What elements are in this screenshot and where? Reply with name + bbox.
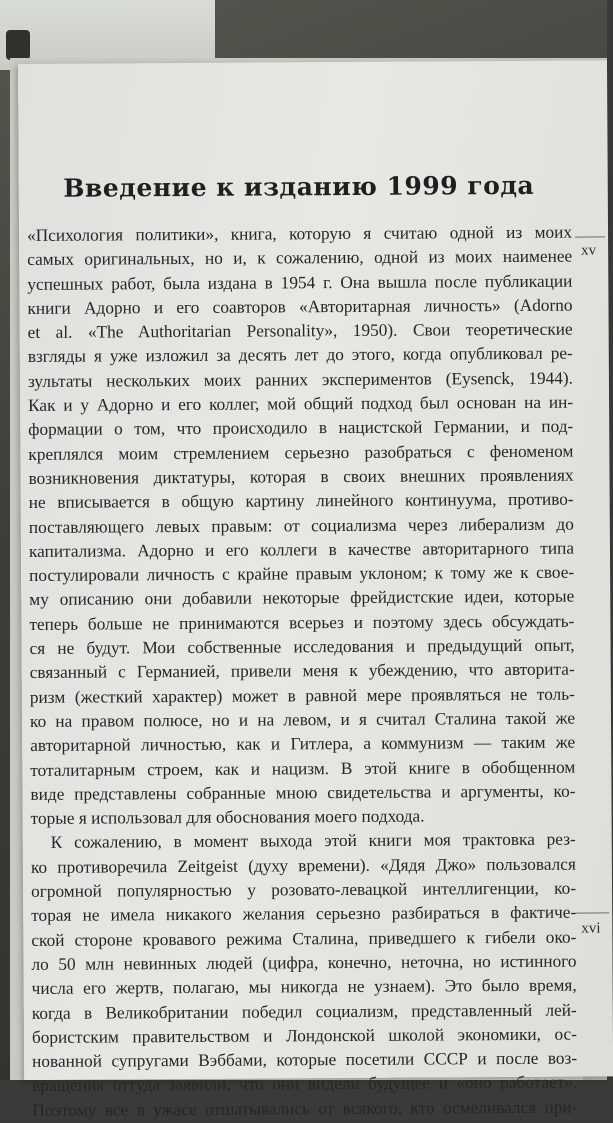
text-line: самых оригинальных, но и, к сожалению, одной из моих наименее [27, 246, 573, 270]
text-line: торые я использовал для обоснования моего подхода. [30, 806, 425, 829]
text-line: нованной супругами Вэббами, которые посетили СССР и после воз- [32, 1048, 578, 1072]
margin-rule [575, 236, 605, 237]
text-line: К сожалению, в момент выхода этой книги моя трактовка рез- [50, 830, 576, 853]
text-line: капитализма. Адорно и его коллеги в качестве авторитарного типа [28, 538, 575, 561]
text-line: ся не будут. Мои собственные исследования и предыдущий опыт, [29, 635, 575, 658]
text-line: торая не имела никакого желания серьезно разбираться в фактиче- [31, 902, 577, 926]
text-line: книги Адорно и его соавторов «Авторитарная личность» (Adorno [27, 295, 573, 318]
text-line: числа его жертв, полагаю, мы никогда не узнаем). Это было время, [31, 975, 577, 999]
text-line: авторитарной личностью, как и Гитлера, а коммунизм — таким же [30, 732, 576, 756]
text-line: успешных работ, была издана в 1954 г. Она вышла после публикации [27, 271, 573, 294]
text-line: тоталитарным строем, как и нацизм. В этой книге в обобщенном [30, 757, 576, 780]
text-line: ко противоречила Zeitgeist (духу времени). «Дядя Джо» пользовался [30, 854, 576, 877]
text-line: ской стороне кровавого режима Сталина, приведшего к гибели око- [31, 927, 577, 950]
text-line: «Психология политики», книга, которую я считаю одной из моих [26, 222, 573, 245]
margin-page-marker: xv [581, 242, 597, 259]
text-line: поставляющего левых правым: от социализма через либерализм до [28, 514, 574, 537]
body-text [27, 221, 577, 1123]
text-line: зультаты нескольких моих ранних экспериментов (Eysenck, 1944). [27, 368, 573, 391]
text-line: формации о том, что происходило в нацистской Германии, и под- [28, 416, 574, 440]
text-line: Как и у Адорно и его коллег, мой общий подход был основан на ин- [28, 392, 574, 416]
paragraph [31, 828, 578, 1123]
text-line: ризм (жесткий характер) может в равной мере проявляться не толь- [29, 684, 575, 707]
text-line: когда в Великобритании победил социализм, представленный лей- [31, 1000, 577, 1023]
text-line: виде представлены собранные мною свидетельства и аргументы, ко- [30, 781, 576, 804]
text-line: ло 50 млн невинных людей (цифра, конечно, неточна, но истинного [31, 951, 577, 974]
text-line: ко на правом полюсе, но и на левом, и я считал Сталина такой же [29, 708, 576, 731]
text-line: постулировали личность с крайне правым уклоном; к тому же к свое- [29, 562, 575, 586]
text-line: et al. «The Authoritarian Personality», 1950). Свои теоретические [27, 319, 573, 343]
paragraph [27, 221, 576, 832]
text-line: вращения оттуда заявили, что они видели будущее и «оно работает». [32, 1072, 578, 1096]
text-line: возникновения диктатуры, которая в своих внешних проявлениях [28, 465, 574, 488]
margin-page-marker: xvi [581, 920, 601, 937]
text-line: не вписывается в общую картину линейного континуума, противо- [28, 489, 574, 513]
margin-rule [575, 912, 609, 913]
text-line: му описанию они добавили некоторые фрейдистские идеи, которые [29, 587, 575, 610]
text-line: теперь больше не принимаются всерьез и поэтому здесь обсуждать- [29, 611, 575, 634]
text-line: огромной популярностью у розовато-левацкой интеллигенции, ко- [30, 878, 577, 901]
chapter-heading: Введение к изданию 1999 года [63, 170, 535, 203]
text-line: бористским правительством и Лондонской школой экономики, ос- [31, 1024, 577, 1047]
text-line: Поэтому все в ужасе отшатывались от всякого, кто осмеливался при- [32, 1097, 578, 1120]
text-line: взгляды я уже изложил за десять лет до этого, когда опубликовал ре- [27, 344, 573, 367]
text-line: креплялся моим стремлением серьезно разобраться с феноменом [28, 441, 574, 464]
text-line: связанный с Германией, привели меня к убеждению, что авторита- [29, 659, 575, 683]
background-object [6, 30, 30, 60]
book-page [18, 60, 613, 1120]
